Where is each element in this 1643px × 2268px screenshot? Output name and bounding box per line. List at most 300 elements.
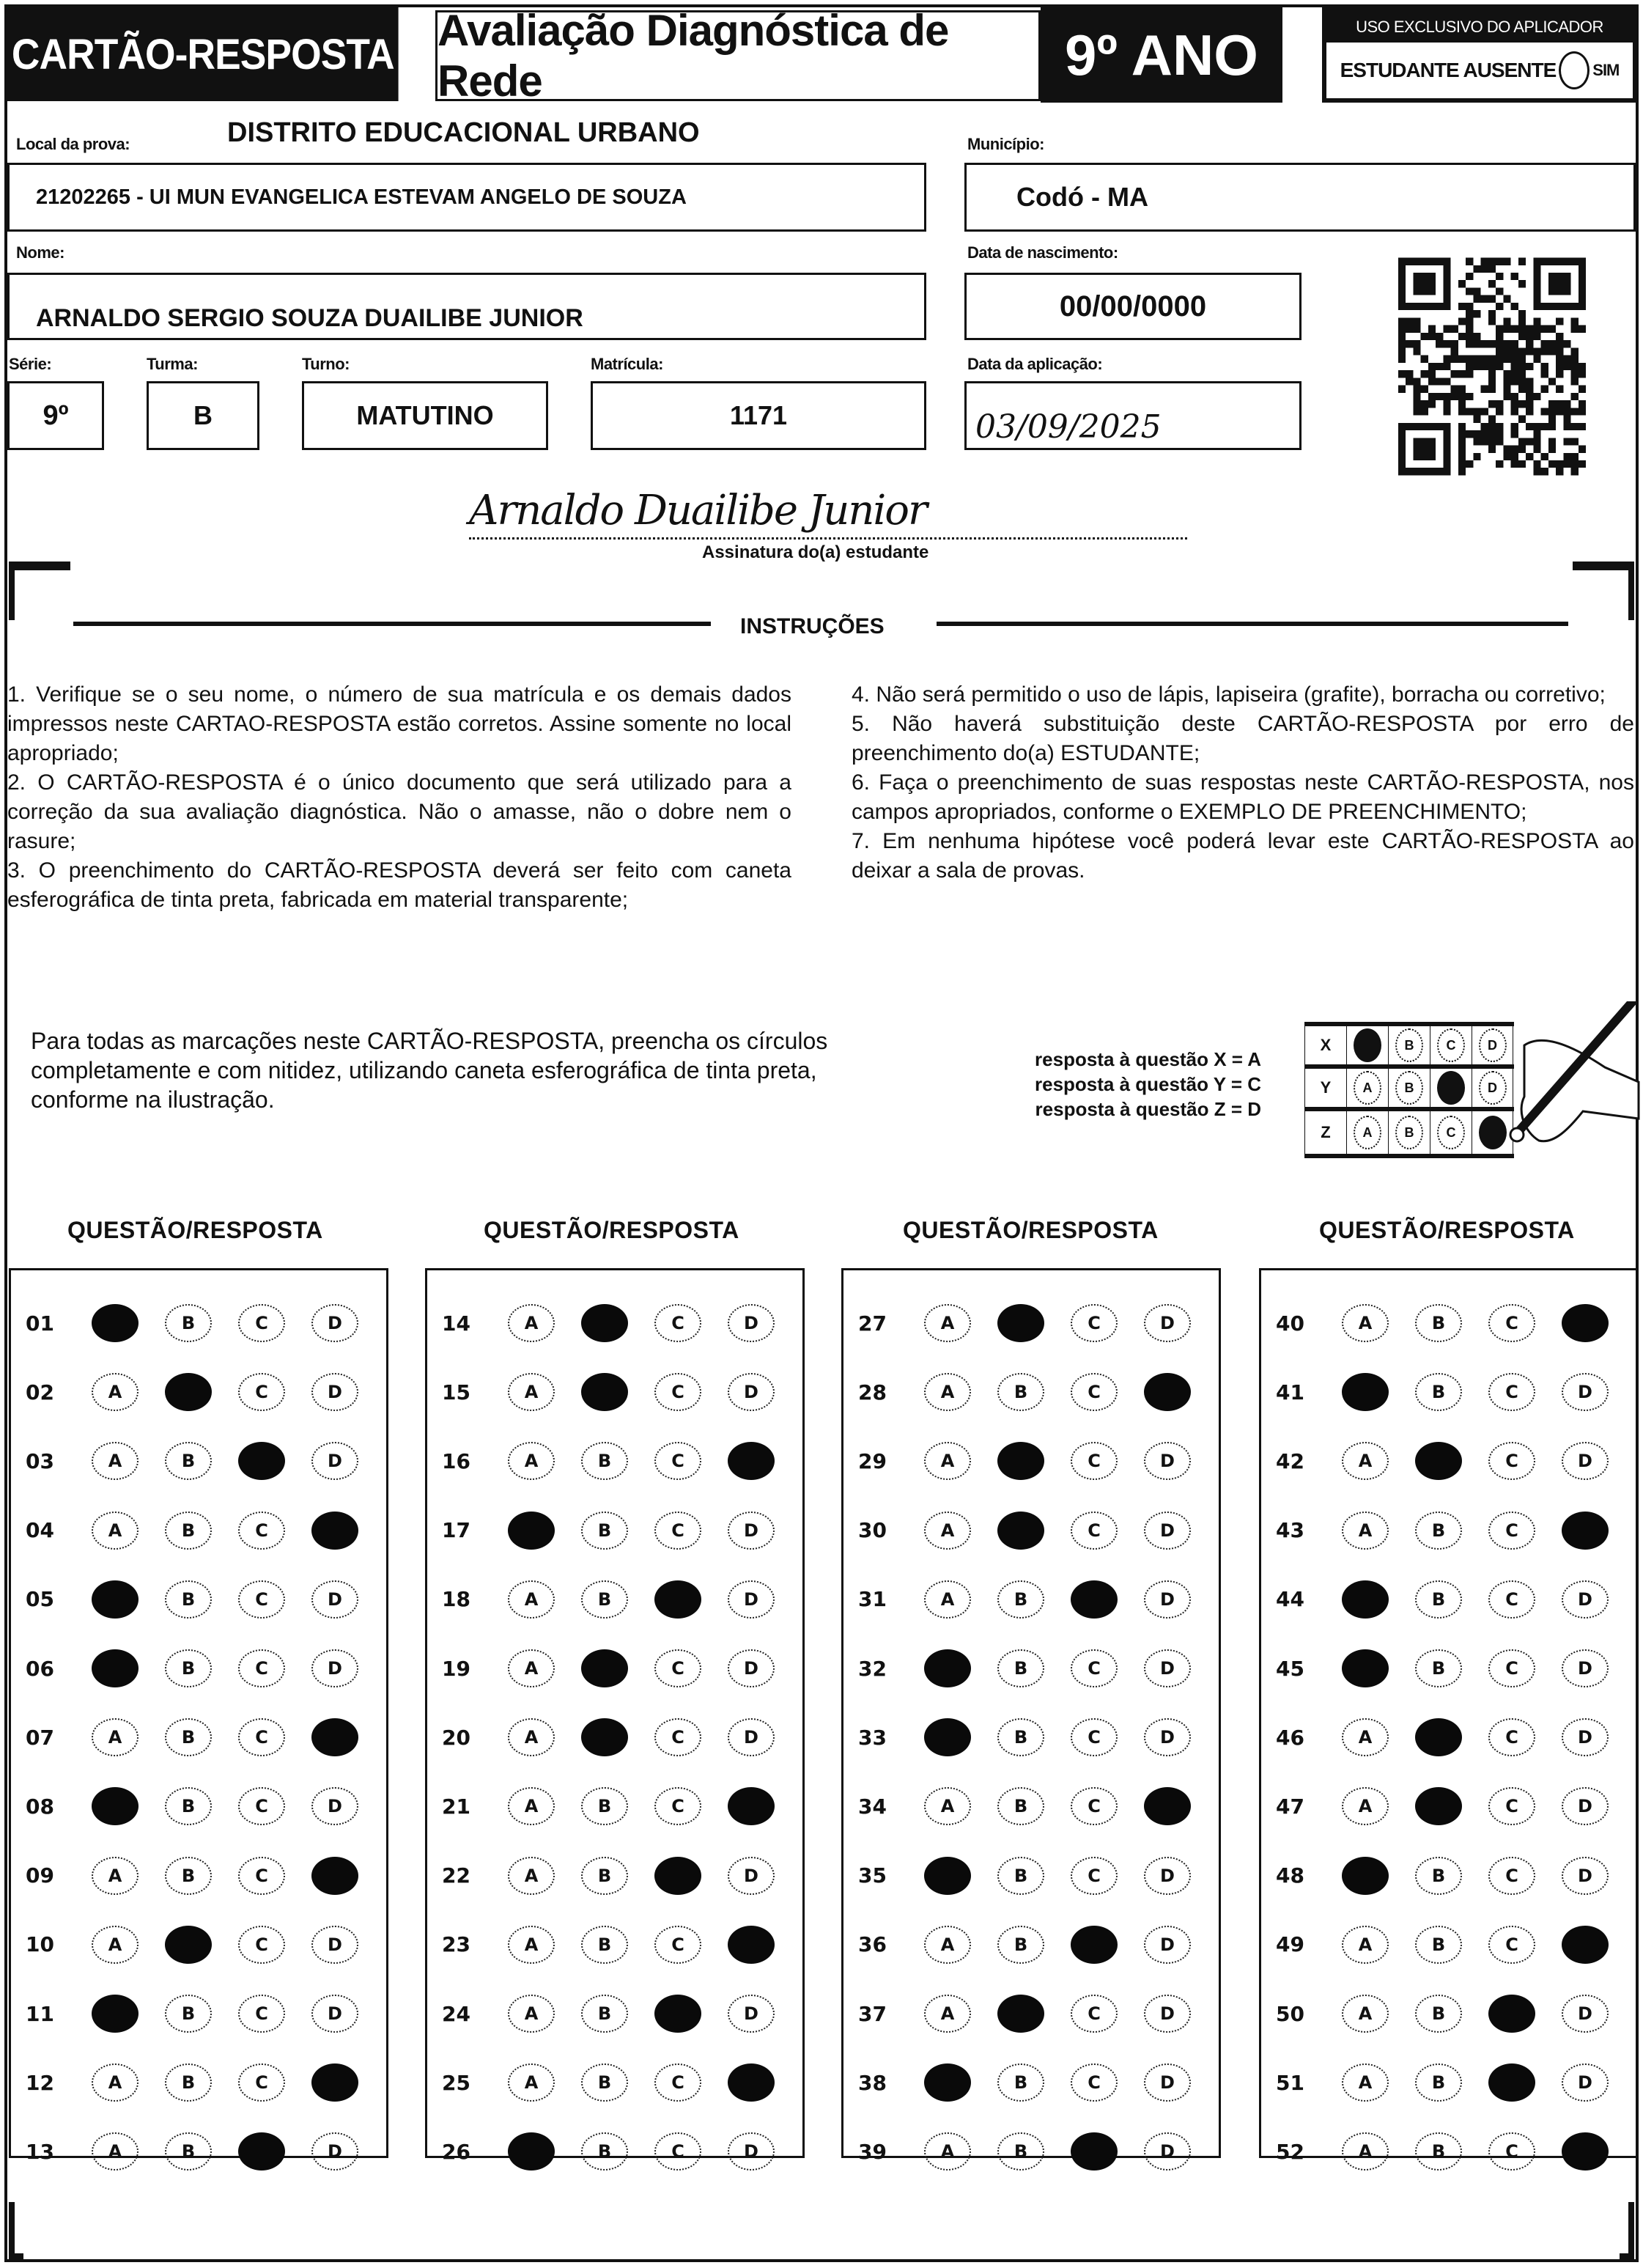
answer-bubble-d[interactable]: D bbox=[1144, 1857, 1191, 1895]
answer-bubble-b[interactable]: B bbox=[1415, 2063, 1462, 2102]
answer-bubble-a[interactable] bbox=[1342, 1857, 1389, 1895]
answer-bubble-b[interactable] bbox=[1415, 1787, 1462, 1825]
answer-bubble-a[interactable]: A bbox=[1342, 2063, 1389, 2102]
question-row bbox=[427, 2129, 802, 2173]
answer-bubble-b[interactable]: B bbox=[1415, 1373, 1462, 1411]
question-row bbox=[843, 1646, 1219, 1690]
answer-bubble-b[interactable]: B bbox=[165, 1995, 212, 2033]
answer-bubble-a[interactable] bbox=[924, 1649, 971, 1687]
example-bubble-a: A bbox=[1354, 1116, 1381, 1149]
signature-label: Assinatura do(a) estudante bbox=[702, 542, 929, 562]
answer-bubble-d[interactable]: D bbox=[1562, 1787, 1609, 1825]
answer-bubble-b[interactable]: B bbox=[581, 1442, 628, 1480]
answer-bubble-a[interactable]: A bbox=[924, 1304, 971, 1342]
answer-bubble-d[interactable]: D bbox=[311, 1649, 358, 1687]
answer-bubble-a[interactable]: A bbox=[924, 1373, 971, 1411]
answer-bubble-c[interactable]: C bbox=[238, 1373, 285, 1411]
question-number: 47 bbox=[1276, 1794, 1304, 1819]
answer-bubble-c[interactable]: C bbox=[654, 1787, 701, 1825]
answer-bubble-a[interactable] bbox=[924, 1857, 971, 1895]
answer-bubble-c[interactable] bbox=[654, 1857, 701, 1895]
example-cell bbox=[1346, 1111, 1388, 1154]
answer-bubble-b[interactable] bbox=[997, 1442, 1044, 1480]
nascimento-field: 00/00/0000 bbox=[964, 273, 1302, 340]
answer-bubble-d[interactable]: D bbox=[1562, 1649, 1609, 1687]
answer-bubble-c[interactable]: C bbox=[238, 1995, 285, 2033]
question-row bbox=[1261, 1784, 1636, 1828]
answer-bubble-a[interactable]: A bbox=[92, 1373, 139, 1411]
question-row bbox=[1261, 1854, 1636, 1898]
answer-bubble-b[interactable]: B bbox=[997, 1926, 1044, 1964]
answer-bubble-d[interactable] bbox=[311, 1857, 358, 1895]
answer-bubble-d[interactable]: D bbox=[1144, 1718, 1191, 1756]
answer-bubble-b[interactable]: B bbox=[581, 1926, 628, 1964]
answer-bubble-d[interactable]: D bbox=[311, 1926, 358, 1964]
answer-bubble-a[interactable] bbox=[92, 1580, 139, 1619]
corner-mark-top-left-v bbox=[9, 562, 15, 620]
answer-bubble-c[interactable]: C bbox=[238, 1787, 285, 1825]
answer-bubble-c[interactable]: C bbox=[654, 1718, 701, 1756]
answer-bubble-b[interactable]: B bbox=[581, 2063, 628, 2102]
question-number: 33 bbox=[858, 1725, 887, 1750]
example-bubble-b: B bbox=[1395, 1028, 1423, 1062]
answer-bubble-c[interactable] bbox=[1071, 1926, 1118, 1964]
question-number: 43 bbox=[1276, 1518, 1304, 1543]
answer-bubble-d[interactable]: D bbox=[1562, 1580, 1609, 1619]
answer-bubble-c[interactable]: C bbox=[1488, 1512, 1535, 1550]
answer-bubble-a[interactable]: A bbox=[508, 1718, 555, 1756]
example-cell bbox=[1346, 1026, 1388, 1064]
answer-bubble-b[interactable]: B bbox=[581, 1787, 628, 1825]
answer-bubble-d[interactable]: D bbox=[311, 2132, 358, 2171]
answer-bubble-a[interactable]: A bbox=[92, 1442, 139, 1480]
answer-bubble-b[interactable]: B bbox=[1415, 1512, 1462, 1550]
answer-bubble-c[interactable]: C bbox=[654, 1512, 701, 1550]
question-number: 52 bbox=[1276, 2139, 1304, 2164]
answer-bubble-c[interactable]: C bbox=[1488, 1442, 1535, 1480]
answer-bubble-c[interactable]: C bbox=[1488, 1857, 1535, 1895]
answer-bubble-a[interactable]: A bbox=[508, 2063, 555, 2102]
answer-bubble-c[interactable] bbox=[1488, 2063, 1535, 2102]
answer-bubble-b[interactable] bbox=[997, 1995, 1044, 2033]
answer-bubble-b[interactable]: B bbox=[581, 1995, 628, 2033]
question-row bbox=[427, 1301, 802, 1345]
answer-bubble-d[interactable]: D bbox=[728, 1995, 775, 2033]
answer-bubble-d[interactable] bbox=[728, 1787, 775, 1825]
aplicacao-field[interactable]: 03/09/2025 bbox=[964, 381, 1302, 450]
example-bubble-c: C bbox=[1437, 1116, 1465, 1149]
question-number: 40 bbox=[1276, 1311, 1304, 1336]
answer-bubble-c[interactable]: C bbox=[238, 1857, 285, 1895]
question-row bbox=[427, 1439, 802, 1483]
answer-bubble-b[interactable] bbox=[997, 1304, 1044, 1342]
answer-bubble-c[interactable]: C bbox=[654, 1926, 701, 1964]
evaluation-title: Avaliação Diagnóstica de Rede bbox=[435, 10, 1041, 101]
answer-bubble-b[interactable] bbox=[165, 1373, 212, 1411]
answer-bubble-b[interactable]: B bbox=[165, 2063, 212, 2102]
answer-bubble-a[interactable] bbox=[92, 1649, 139, 1687]
answer-bubble-d[interactable]: D bbox=[1562, 1995, 1609, 2033]
answer-bubble-a[interactable] bbox=[924, 1718, 971, 1756]
answer-bubble-b[interactable]: B bbox=[997, 2132, 1044, 2171]
answer-bubble-a[interactable]: A bbox=[92, 2132, 139, 2171]
aplicacao-label: Data da aplicação: bbox=[967, 355, 1103, 373]
question-row bbox=[1261, 1923, 1636, 1967]
answer-bubble-a[interactable]: A bbox=[92, 1718, 139, 1756]
question-row bbox=[843, 1301, 1219, 1345]
question-number: 50 bbox=[1276, 2001, 1304, 2026]
question-number: 41 bbox=[1276, 1380, 1304, 1404]
answer-bubble-a[interactable]: A bbox=[508, 1442, 555, 1480]
answer-bubble-d[interactable]: D bbox=[1144, 1995, 1191, 2033]
question-number: 31 bbox=[858, 1587, 887, 1612]
answer-bubble-c[interactable]: C bbox=[1488, 1649, 1535, 1687]
answer-bubble-c[interactable]: C bbox=[1071, 1304, 1118, 1342]
answer-bubble-c[interactable]: C bbox=[1488, 2132, 1535, 2171]
answer-bubble-c[interactable]: C bbox=[238, 1649, 285, 1687]
answer-bubble-a[interactable]: A bbox=[924, 1580, 971, 1619]
question-number: 38 bbox=[858, 2070, 887, 2095]
answer-bubble-a[interactable] bbox=[508, 2132, 555, 2171]
question-row bbox=[427, 1646, 802, 1690]
question-row bbox=[1261, 1646, 1636, 1690]
answer-bubble-a[interactable]: A bbox=[1342, 1304, 1389, 1342]
answer-bubble-d[interactable]: D bbox=[311, 1787, 358, 1825]
answer-bubble-b[interactable] bbox=[581, 1373, 628, 1411]
question-number: 46 bbox=[1276, 1725, 1304, 1750]
question-number: 29 bbox=[858, 1448, 887, 1473]
answer-bubble-c[interactable]: C bbox=[1071, 1787, 1118, 1825]
question-number: 09 bbox=[26, 1863, 54, 1888]
answer-bubble-c[interactable]: C bbox=[1488, 1373, 1535, 1411]
answer-bubble-b[interactable]: B bbox=[165, 1718, 212, 1756]
answer-bubble-d[interactable]: D bbox=[1144, 1442, 1191, 1480]
question-number: 51 bbox=[1276, 2070, 1304, 2095]
question-row bbox=[11, 1646, 386, 1690]
answer-bubble-d[interactable]: D bbox=[1144, 2063, 1191, 2102]
answer-bubble-c[interactable]: C bbox=[1488, 1926, 1535, 1964]
answer-bubble-c[interactable]: C bbox=[1071, 1718, 1118, 1756]
answer-bubble-a[interactable] bbox=[92, 1304, 139, 1342]
answer-bubble-c[interactable]: C bbox=[1488, 1580, 1535, 1619]
answer-bubble-d[interactable] bbox=[728, 2063, 775, 2102]
answer-bubble-a[interactable] bbox=[924, 2063, 971, 2102]
answer-bubble-c[interactable]: C bbox=[238, 1512, 285, 1550]
answer-bubble-b[interactable]: B bbox=[581, 1580, 628, 1619]
instruction-item: 3. O preenchimento do CARTÃO-RESPOSTA deverá ser feito com caneta esferográfica de tinta preta, fabricada em material transparente; bbox=[7, 858, 791, 912]
answer-bubble-d[interactable]: D bbox=[728, 1373, 775, 1411]
answer-bubble-c[interactable]: C bbox=[654, 1373, 701, 1411]
answer-bubble-a[interactable]: A bbox=[508, 1580, 555, 1619]
question-row bbox=[1261, 2129, 1636, 2173]
question-row bbox=[1261, 2061, 1636, 2105]
answer-bubble-c[interactable]: C bbox=[1488, 1787, 1535, 1825]
question-number: 36 bbox=[858, 1932, 887, 1957]
answer-bubble-b[interactable]: B bbox=[165, 1442, 212, 1480]
instructions-left bbox=[7, 680, 791, 915]
answer-bubble-b[interactable]: B bbox=[997, 1857, 1044, 1895]
corner-mark-bottom-left-v bbox=[9, 2202, 15, 2261]
answer-bubble-a[interactable] bbox=[92, 1995, 139, 2033]
answer-bubble-a[interactable]: A bbox=[1342, 2132, 1389, 2171]
answer-bubble-b[interactable]: B bbox=[165, 2132, 212, 2171]
question-number: 13 bbox=[26, 2139, 54, 2164]
answer-bubble-b[interactable] bbox=[581, 1304, 628, 1342]
corner-mark-top-right-v bbox=[1628, 562, 1634, 620]
answer-bubble-c[interactable] bbox=[654, 1580, 701, 1619]
answer-bubble-a[interactable] bbox=[1342, 1649, 1389, 1687]
serie-label: Série: bbox=[9, 355, 52, 373]
answer-bubble-a[interactable] bbox=[1342, 1580, 1389, 1619]
answer-bubble-d[interactable]: D bbox=[311, 1442, 358, 1480]
answer-bubble-d[interactable] bbox=[1562, 2132, 1609, 2171]
answer-bubble-d[interactable]: D bbox=[1144, 1512, 1191, 1550]
question-number: 37 bbox=[858, 2001, 887, 2026]
instruction-item: 5. Não haverá substituição deste CARTÃO-RESPOSTA por erro de preenchimento do(a) ESTUDANTE; bbox=[852, 712, 1634, 765]
answer-bubble-a[interactable]: A bbox=[924, 1512, 971, 1550]
answer-bubble-d[interactable]: D bbox=[1562, 1373, 1609, 1411]
answer-bubble-c[interactable] bbox=[1071, 1580, 1118, 1619]
column-header: QUESTÃO/RESPOSTA bbox=[1319, 1217, 1575, 1243]
answer-bubble-a[interactable]: A bbox=[508, 1304, 555, 1342]
question-row bbox=[427, 1370, 802, 1414]
answer-bubble-a[interactable]: A bbox=[508, 1926, 555, 1964]
answer-bubble-b[interactable]: B bbox=[165, 1857, 212, 1895]
answer-bubble-a[interactable]: A bbox=[508, 1995, 555, 2033]
answer-bubble-d[interactable]: D bbox=[1562, 1718, 1609, 1756]
example-bubble-b: B bbox=[1395, 1071, 1423, 1105]
answer-bubble-c[interactable]: C bbox=[654, 1304, 701, 1342]
answer-bubble-a[interactable]: A bbox=[1342, 1442, 1389, 1480]
answer-bubble-d[interactable]: D bbox=[1144, 1580, 1191, 1619]
answer-bubble-b[interactable]: B bbox=[581, 1512, 628, 1550]
answer-bubble-c[interactable]: C bbox=[238, 1718, 285, 1756]
question-row bbox=[843, 1370, 1219, 1414]
answer-bubble-b[interactable]: B bbox=[1415, 1926, 1462, 1964]
answer-bubble-c[interactable]: C bbox=[654, 2063, 701, 2102]
answer-bubble-d[interactable]: D bbox=[1144, 2132, 1191, 2171]
answer-bubble-b[interactable] bbox=[581, 1649, 628, 1687]
question-row bbox=[843, 1923, 1219, 1967]
answer-bubble-a[interactable]: A bbox=[924, 1787, 971, 1825]
example-grid bbox=[1304, 1022, 1514, 1158]
question-number: 17 bbox=[442, 1518, 470, 1543]
question-number: 11 bbox=[26, 2001, 54, 2026]
example-bubble-a: A bbox=[1354, 1071, 1381, 1105]
answer-bubble-b[interactable]: B bbox=[1415, 1649, 1462, 1687]
question-row bbox=[427, 1715, 802, 1759]
answer-bubble-c[interactable] bbox=[654, 1995, 701, 2033]
answer-bubble-c[interactable] bbox=[238, 2132, 285, 2171]
answer-bubble-b[interactable]: B bbox=[1415, 2132, 1462, 2171]
answer-bubble-b[interactable]: B bbox=[581, 2132, 628, 2171]
answer-bubble-d[interactable]: D bbox=[728, 1649, 775, 1687]
answer-bubble-c[interactable]: C bbox=[1071, 1857, 1118, 1895]
answer-bubble-d[interactable]: D bbox=[1562, 1857, 1609, 1895]
answer-bubble-c[interactable]: C bbox=[238, 1304, 285, 1342]
answer-bubble-b[interactable]: B bbox=[165, 1787, 212, 1825]
answer-bubble-d[interactable] bbox=[728, 1926, 775, 1964]
answer-bubble-d[interactable] bbox=[728, 1442, 775, 1480]
answer-bubble-a[interactable]: A bbox=[924, 1995, 971, 2033]
answer-bubble-b[interactable] bbox=[1415, 1718, 1462, 1756]
answer-bubble-a[interactable]: A bbox=[92, 1512, 139, 1550]
question-number: 01 bbox=[26, 1311, 54, 1336]
answer-bubble-d[interactable]: D bbox=[1562, 1442, 1609, 1480]
answer-bubble-d[interactable]: D bbox=[311, 1304, 358, 1342]
answer-bubble-a[interactable]: A bbox=[1342, 1926, 1389, 1964]
instruction-item: 4. Não será permitido o uso de lápis, lapiseira (grafite), borracha ou corretivo; bbox=[852, 682, 1606, 707]
answer-bubble-a[interactable]: A bbox=[508, 1373, 555, 1411]
answer-bubble-c[interactable]: C bbox=[238, 2063, 285, 2102]
example-legend bbox=[1035, 1047, 1261, 1122]
answer-bubble-b[interactable]: B bbox=[581, 1857, 628, 1895]
answer-bubble-d[interactable]: D bbox=[311, 1580, 358, 1619]
answer-bubble-d[interactable] bbox=[1562, 1512, 1609, 1550]
question-number: 18 bbox=[442, 1587, 470, 1612]
instructions-rule-left bbox=[73, 622, 711, 626]
instruction-item: 6. Faça o preenchimento de suas respostas neste CARTÃO-RESPOSTA, nos campos apropriados, conforme o EXEMPLO DE PREENCHIMENTO; bbox=[852, 770, 1634, 824]
turno-label: Turno: bbox=[302, 355, 350, 373]
answer-bubble-b[interactable]: B bbox=[165, 1649, 212, 1687]
answer-bubble-b[interactable]: B bbox=[997, 1580, 1044, 1619]
answer-bubble-d[interactable]: D bbox=[728, 1857, 775, 1895]
answer-bubble-c[interactable] bbox=[238, 1442, 285, 1480]
corner-mark-bottom-left bbox=[9, 2253, 23, 2261]
answer-bubble-a[interactable]: A bbox=[1342, 1718, 1389, 1756]
column-header: QUESTÃO/RESPOSTA bbox=[67, 1217, 323, 1243]
answer-bubble-a[interactable]: A bbox=[92, 2063, 139, 2102]
question-row bbox=[843, 2061, 1219, 2105]
answer-bubble-a[interactable]: A bbox=[1342, 1512, 1389, 1550]
question-row bbox=[843, 1577, 1219, 1621]
answer-bubble-b[interactable] bbox=[581, 1718, 628, 1756]
answer-bubble-b[interactable]: B bbox=[165, 1304, 212, 1342]
answer-bubble-a[interactable] bbox=[1342, 1373, 1389, 1411]
question-row bbox=[427, 1784, 802, 1828]
answer-bubble-d[interactable] bbox=[311, 1512, 358, 1550]
answer-bubble-d[interactable]: D bbox=[311, 1373, 358, 1411]
answer-bubble-c[interactable]: C bbox=[1071, 2063, 1118, 2102]
answer-bubble-a[interactable]: A bbox=[92, 1926, 139, 1964]
answer-bubble-a[interactable]: A bbox=[1342, 1787, 1389, 1825]
turma-label: Turma: bbox=[147, 355, 198, 373]
answer-bubble-d[interactable] bbox=[1144, 1787, 1191, 1825]
answer-bubble-b[interactable]: B bbox=[997, 1649, 1044, 1687]
answer-bubble-c[interactable]: C bbox=[654, 2132, 701, 2171]
answer-bubble-d[interactable]: D bbox=[1144, 1304, 1191, 1342]
answer-bubble-b[interactable] bbox=[997, 1512, 1044, 1550]
answer-bubble-d[interactable]: D bbox=[311, 1995, 358, 2033]
question-row bbox=[427, 1577, 802, 1621]
answer-bubble-c[interactable]: C bbox=[1071, 1373, 1118, 1411]
answer-bubble-b[interactable] bbox=[1415, 1442, 1462, 1480]
answer-bubble-d[interactable]: D bbox=[1562, 2063, 1609, 2102]
answer-bubble-a[interactable] bbox=[508, 1512, 555, 1550]
signature-line[interactable] bbox=[469, 479, 1187, 540]
instructions-right bbox=[852, 680, 1634, 886]
matricula-label: Matrícula: bbox=[591, 355, 663, 373]
answer-bubble-b[interactable] bbox=[165, 1926, 212, 1964]
answer-bubble-a[interactable]: A bbox=[924, 2132, 971, 2171]
answer-bubble-c[interactable]: C bbox=[1488, 1304, 1535, 1342]
answer-bubble-c[interactable]: C bbox=[238, 1580, 285, 1619]
answer-bubble-c[interactable]: C bbox=[238, 1926, 285, 1964]
answer-bubble-b[interactable]: B bbox=[1415, 1304, 1462, 1342]
answer-bubble-d[interactable]: D bbox=[1144, 1649, 1191, 1687]
answer-bubble-d[interactable]: D bbox=[728, 1718, 775, 1756]
answer-bubble-b[interactable]: B bbox=[997, 1718, 1044, 1756]
turma-field: B bbox=[147, 381, 259, 450]
answer-bubble-b[interactable]: B bbox=[165, 1512, 212, 1550]
answer-bubble-d[interactable]: D bbox=[1144, 1926, 1191, 1964]
question-row bbox=[11, 1784, 386, 1828]
answer-bubble-d[interactable] bbox=[311, 1718, 358, 1756]
answer-bubble-b[interactable]: B bbox=[1415, 1995, 1462, 2033]
answer-bubble-b[interactable]: B bbox=[997, 1373, 1044, 1411]
question-number: 21 bbox=[442, 1794, 470, 1819]
answer-bubble-a[interactable]: A bbox=[92, 1857, 139, 1895]
absent-student-bubble[interactable] bbox=[1559, 51, 1590, 89]
answer-bubble-c[interactable]: C bbox=[654, 1442, 701, 1480]
answer-bubble-d[interactable] bbox=[311, 2063, 358, 2102]
question-row bbox=[843, 1439, 1219, 1483]
answer-bubble-a[interactable]: A bbox=[924, 1926, 971, 1964]
answer-bubble-a[interactable] bbox=[92, 1787, 139, 1825]
answer-bubble-b[interactable]: B bbox=[165, 1580, 212, 1619]
example-cell bbox=[1388, 1026, 1430, 1064]
answer-bubble-c[interactable]: C bbox=[654, 1649, 701, 1687]
answer-bubble-a[interactable]: A bbox=[508, 1787, 555, 1825]
answer-bubble-a[interactable]: A bbox=[924, 1442, 971, 1480]
answer-bubble-c[interactable]: C bbox=[1071, 1512, 1118, 1550]
corner-mark-bottom-right bbox=[1620, 2253, 1634, 2261]
answer-bubble-d[interactable] bbox=[1562, 1304, 1609, 1342]
answer-bubble-d[interactable]: D bbox=[728, 1512, 775, 1550]
question-number: 15 bbox=[442, 1380, 470, 1404]
answer-bubble-a[interactable]: A bbox=[1342, 1995, 1389, 2033]
example-cell bbox=[1430, 1026, 1472, 1064]
answer-bubble-d[interactable]: D bbox=[728, 1304, 775, 1342]
absent-student-box bbox=[1325, 41, 1634, 100]
example-cell bbox=[1388, 1069, 1430, 1107]
answer-bubble-b[interactable]: B bbox=[1415, 1857, 1462, 1895]
answer-bubble-c[interactable] bbox=[1488, 1995, 1535, 2033]
answer-bubble-d[interactable] bbox=[1144, 1373, 1191, 1411]
answer-bubble-b[interactable]: B bbox=[1415, 1580, 1462, 1619]
question-row bbox=[1261, 1577, 1636, 1621]
question-number: 34 bbox=[858, 1794, 887, 1819]
answer-bubble-b[interactable]: B bbox=[997, 2063, 1044, 2102]
answer-bubble-b[interactable]: B bbox=[997, 1787, 1044, 1825]
answer-bubble-c[interactable]: C bbox=[1488, 1718, 1535, 1756]
question-row bbox=[427, 1992, 802, 2036]
answer-bubble-d[interactable] bbox=[1562, 1926, 1609, 1964]
answer-bubble-c[interactable] bbox=[1071, 2132, 1118, 2171]
question-number: 02 bbox=[26, 1380, 54, 1404]
question-row bbox=[11, 1301, 386, 1345]
answer-bubble-a[interactable]: A bbox=[508, 1857, 555, 1895]
answer-bubble-c[interactable]: C bbox=[1071, 1649, 1118, 1687]
example-legend-item: resposta à questão Y = C bbox=[1035, 1073, 1262, 1095]
answer-bubble-d[interactable]: D bbox=[728, 1580, 775, 1619]
question-row bbox=[11, 1577, 386, 1621]
answer-bubble-c[interactable]: C bbox=[1071, 1995, 1118, 2033]
answer-bubble-c[interactable]: C bbox=[1071, 1442, 1118, 1480]
answer-bubble-a[interactable]: A bbox=[508, 1649, 555, 1687]
district-name: DISTRITO EDUCACIONAL URBANO bbox=[227, 117, 700, 148]
answer-bubble-d[interactable]: D bbox=[728, 2132, 775, 2171]
